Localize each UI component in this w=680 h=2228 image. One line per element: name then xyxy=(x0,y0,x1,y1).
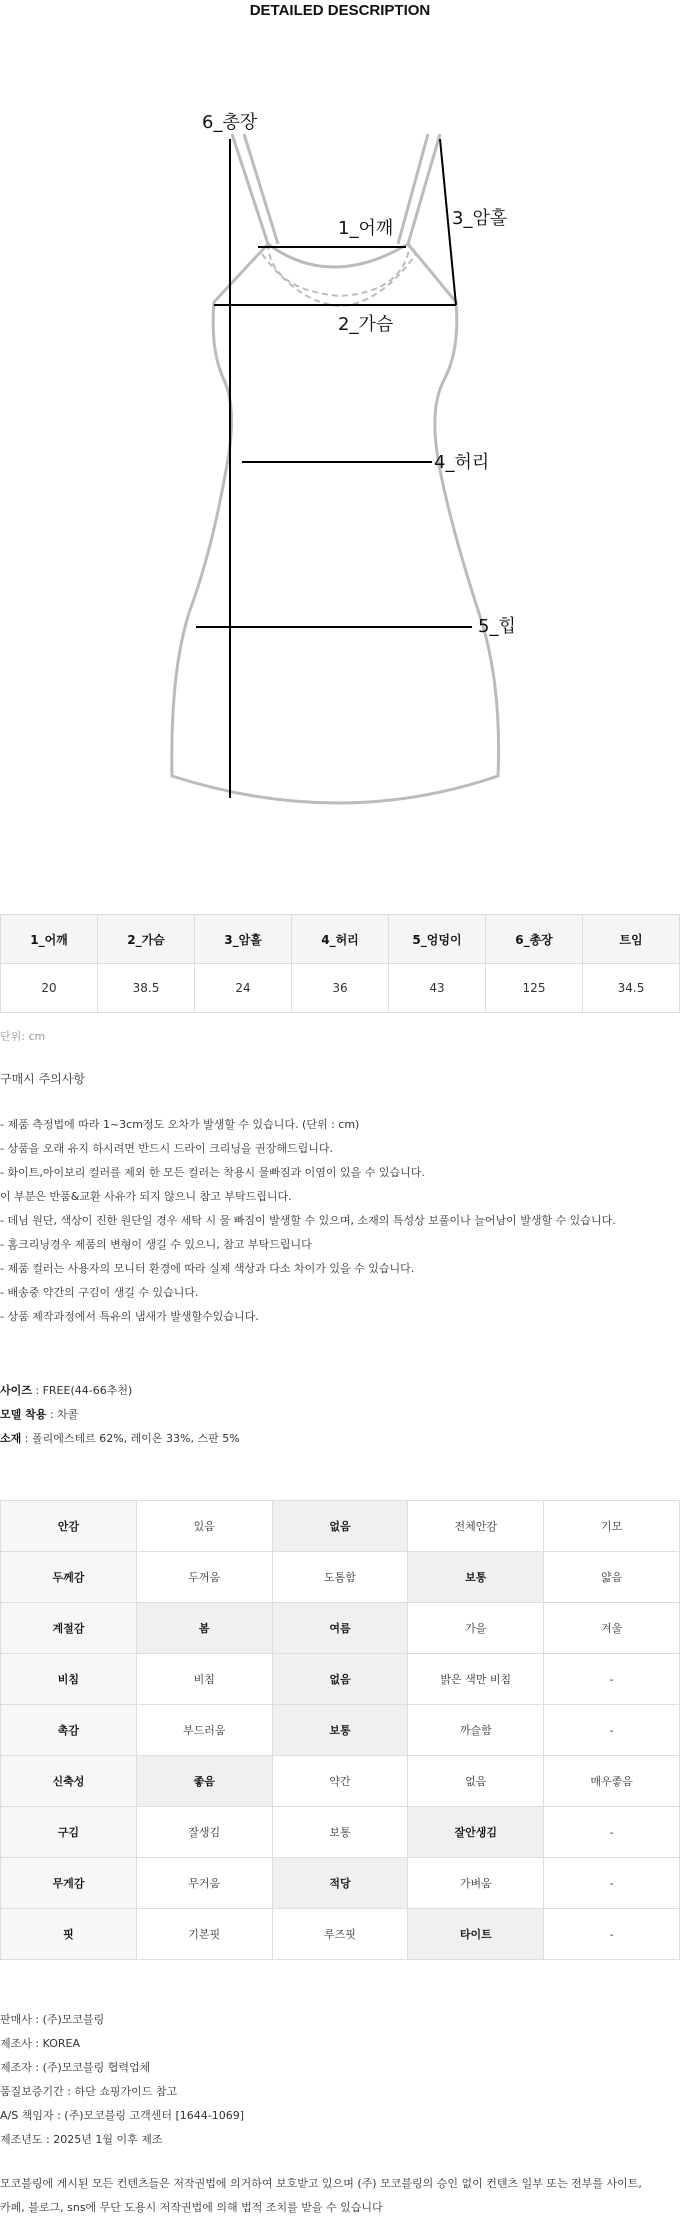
size-value-cell: 125 xyxy=(486,964,583,1013)
unit-note: 단위: cm xyxy=(0,1030,46,1043)
feel-option: - xyxy=(544,1654,680,1705)
label-length: 6_총장 xyxy=(202,112,258,133)
feel-table-row xyxy=(1,1807,680,1858)
feel-option-selected: 없음 xyxy=(272,1654,408,1705)
feel-option: 약간 xyxy=(272,1756,408,1807)
info-item: 판매사 : (주)모코블링 xyxy=(0,2013,105,2026)
caution-item: - 데님 원단, 색상이 진한 원단일 경우 세탁 시 물 빠짐이 발생할 수 있으며, 소재의 특성상 보풀이나 늘어남이 발생할 수 있습니다. xyxy=(0,1214,616,1227)
info-item: 품질보증기간 : 하단 쇼핑가이드 참고 xyxy=(0,2085,178,2098)
spec-size-label: 사이즈 xyxy=(0,1384,32,1397)
size-value-cell: 36 xyxy=(292,964,389,1013)
feel-option: 밝은 색만 비침 xyxy=(408,1654,544,1705)
size-value-cell: 34.5 xyxy=(583,964,680,1013)
feel-option: 얇음 xyxy=(544,1552,680,1603)
fabric-feel-table xyxy=(0,1500,680,1960)
size-header-cell: 1_어깨 xyxy=(1,915,98,964)
feel-option: 매우좋음 xyxy=(544,1756,680,1807)
info-item: A/S 책임자 : (주)모코블링 고객센터 [1644-1069] xyxy=(0,2109,245,2122)
size-header-cell: 2_가슴 xyxy=(98,915,195,964)
size-value-cell: 43 xyxy=(389,964,486,1013)
feel-option: 기본핏 xyxy=(136,1909,272,1960)
page-title: DETAILED DESCRIPTION xyxy=(249,2,431,19)
size-value-cell: 20 xyxy=(1,964,98,1013)
size-header-cell: 5_엉덩이 xyxy=(389,915,486,964)
feel-option: - xyxy=(544,1909,680,1960)
feel-option: 부드러움 xyxy=(136,1705,272,1756)
feel-option-selected: 좋음 xyxy=(136,1756,272,1807)
feel-row-label: 촉감 xyxy=(1,1705,137,1756)
feel-option: - xyxy=(544,1705,680,1756)
feel-table-row xyxy=(1,1552,680,1603)
caution-item: - 배송중 약간의 구김이 생길 수 있습니다. xyxy=(0,1286,199,1299)
feel-row-label: 무게감 xyxy=(1,1858,137,1909)
caution-list xyxy=(0,1113,680,1329)
notice-line: 카페, 블로그, sns에 무단 도용시 저작권법에 의해 법적 조치를 받을 수 있습니다 xyxy=(0,2201,383,2214)
feel-option-selected: 봄 xyxy=(136,1603,272,1654)
label-chest: 2_가슴 xyxy=(338,314,394,335)
feel-option: - xyxy=(544,1858,680,1909)
size-value-cell: 38.5 xyxy=(98,964,195,1013)
feel-option-selected: 적당 xyxy=(272,1858,408,1909)
feel-option: 전체안감 xyxy=(408,1501,544,1552)
copyright-notice xyxy=(0,2172,680,2220)
size-table-header xyxy=(1,915,680,964)
label-armhole: 3_암홀 xyxy=(452,208,508,229)
feel-option: 기모 xyxy=(544,1501,680,1552)
size-value-cell: 24 xyxy=(195,964,292,1013)
size-table xyxy=(0,914,680,1013)
feel-table-row xyxy=(1,1501,680,1552)
caution-item: - 상품 제작과정에서 특유의 냄새가 발생할수있습니다. xyxy=(0,1310,259,1323)
feel-row-label: 신축성 xyxy=(1,1756,137,1807)
spec-model-value: : 차콜 xyxy=(46,1408,79,1421)
feel-option: 비침 xyxy=(136,1654,272,1705)
notice-line: 모코블링에 게시된 모든 컨텐츠들은 저작권법에 의거하여 보호받고 있으며 (주) 모코블링의 승인 없이 컨텐츠 일부 또는 전부를 사이트, xyxy=(0,2177,642,2190)
feel-row-label: 핏 xyxy=(1,1909,137,1960)
caution-title: 구매시 주의사항 xyxy=(0,1072,85,1086)
feel-option-selected: 잘안생김 xyxy=(408,1807,544,1858)
feel-table-row xyxy=(1,1603,680,1654)
label-hip: 5_힙 xyxy=(478,616,516,637)
spec-material-value: : 폴리에스테르 62%, 레이온 33%, 스판 5% xyxy=(21,1432,240,1445)
feel-option: - xyxy=(544,1807,680,1858)
caution-item: - 제품 측정법에 따라 1~3cm정도 오차가 발생할 수 있습니다. (단위 : cm) xyxy=(0,1118,360,1131)
info-item: 제조년도 : 2025년 1월 이후 제조 xyxy=(0,2133,163,2146)
caution-item: - 상품을 오래 유지 하시려면 반드시 드라이 크리닝을 권장해드립니다. xyxy=(0,1142,333,1155)
label-waist: 4_허리 xyxy=(434,452,490,473)
feel-option: 가을 xyxy=(408,1603,544,1654)
feel-option: 무거움 xyxy=(136,1858,272,1909)
feel-option: 루즈핏 xyxy=(272,1909,408,1960)
feel-row-label: 비침 xyxy=(1,1654,137,1705)
feel-option-selected: 여름 xyxy=(272,1603,408,1654)
feel-option-selected: 타이트 xyxy=(408,1909,544,1960)
feel-table-row xyxy=(1,1909,680,1960)
size-header-cell: 4_허리 xyxy=(292,915,389,964)
spec-size xyxy=(0,1382,132,1398)
feel-option: 가벼움 xyxy=(408,1858,544,1909)
feel-option: 두꺼움 xyxy=(136,1552,272,1603)
feel-option-selected: 없음 xyxy=(272,1501,408,1552)
feel-table-row xyxy=(1,1705,680,1756)
dress-measurement-diagram xyxy=(0,90,680,810)
size-header-cell: 6_총장 xyxy=(486,915,583,964)
size-header-cell: 3_암홀 xyxy=(195,915,292,964)
caution-item: - 화이트,아이보리 컬러를 제외 한 모든 컬러는 착용시 물빠짐과 이염이 있을 수 있습니다. xyxy=(0,1166,425,1179)
spec-material-label: 소재 xyxy=(0,1432,22,1445)
size-table-row xyxy=(1,964,680,1013)
info-item: 제조자 : (주)모코블링 협력업체 xyxy=(0,2061,151,2074)
feel-row-label: 계절감 xyxy=(1,1603,137,1654)
feel-table-row xyxy=(1,1858,680,1909)
spec-model xyxy=(0,1406,78,1422)
feel-option: 보통 xyxy=(272,1807,408,1858)
feel-row-label: 안감 xyxy=(1,1501,137,1552)
feel-option-selected: 보통 xyxy=(408,1552,544,1603)
label-shoulder: 1_어깨 xyxy=(338,218,394,239)
spec-material xyxy=(0,1430,240,1446)
feel-option: 잘생김 xyxy=(136,1807,272,1858)
caution-item: - 홈크리닝경우 제품의 변형이 생길 수 있으니, 참고 부탁드립니다 xyxy=(0,1238,312,1251)
feel-option: 도톰함 xyxy=(272,1552,408,1603)
feel-option: 겨울 xyxy=(544,1603,680,1654)
neckline-dashed xyxy=(268,244,410,296)
feel-option-selected: 보통 xyxy=(272,1705,408,1756)
info-item: 제조사 : KOREA xyxy=(0,2037,80,2050)
feel-option: 없음 xyxy=(408,1756,544,1807)
caution-item: 이 부분은 반품&교환 사유가 되지 않으니 참고 부탁드립니다. xyxy=(0,1190,292,1203)
feel-option: 까슬함 xyxy=(408,1705,544,1756)
spec-size-value: : FREE(44-66추천) xyxy=(31,1384,133,1397)
product-info-list xyxy=(0,2008,244,2152)
feel-option: 있음 xyxy=(136,1501,272,1552)
feel-row-label: 구김 xyxy=(1,1807,137,1858)
feel-table-row xyxy=(1,1654,680,1705)
feel-row-label: 두께감 xyxy=(1,1552,137,1603)
feel-table-row xyxy=(1,1756,680,1807)
size-header-cell: 트임 xyxy=(583,915,680,964)
spec-model-label: 모델 착용 xyxy=(0,1408,47,1421)
caution-item: - 제품 컬러는 사용자의 모니터 환경에 따라 실제 색상과 다소 차이가 있을 수 있습니다. xyxy=(0,1262,415,1275)
